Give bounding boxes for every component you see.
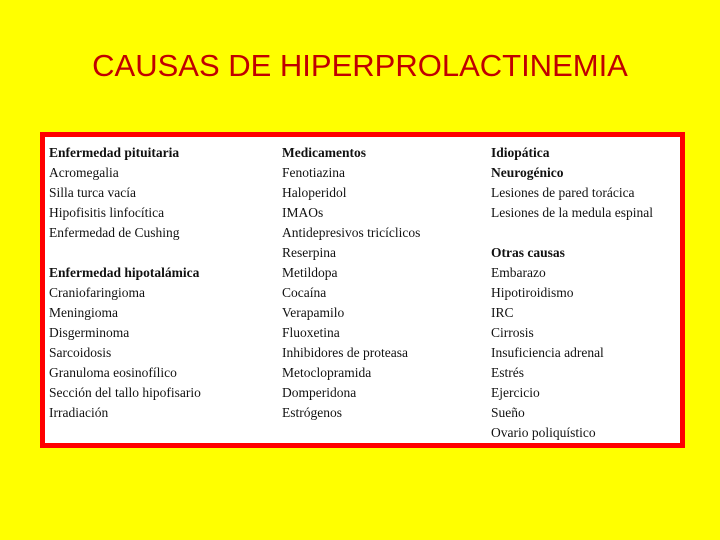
list-item: Granuloma eosinofílico: [49, 365, 177, 380]
list-item: IRC: [491, 305, 514, 320]
list-item: Ovario poliquístico: [491, 425, 596, 440]
list-item: Cocaína: [282, 285, 327, 300]
list-item: Irradiación: [49, 405, 109, 420]
column-medications: [282, 143, 420, 423]
list-item: Lesiones de pared torácica: [491, 185, 635, 200]
list-item: Craniofaringioma: [49, 285, 145, 300]
heading-idiopathic: Idiopática: [491, 145, 550, 160]
list-item: Sarcoidosis: [49, 345, 112, 360]
list-item: Embarazo: [491, 265, 546, 280]
list-item: Metoclopramida: [282, 365, 372, 380]
list-item: Domperidona: [282, 385, 357, 400]
heading-other-causes: Otras causas: [491, 245, 565, 260]
column-pituitary-hypothalamic: [49, 143, 201, 423]
heading-neurogenic: Neurogénico: [491, 165, 564, 180]
list-item: Verapamilo: [282, 305, 345, 320]
heading-pituitary-disease: Enfermedad pituitaria: [49, 145, 180, 160]
list-item: Antidepresivos tricíclicos: [282, 225, 421, 240]
list-item: Lesiones de la medula espinal: [491, 205, 653, 220]
list-item: Metildopa: [282, 265, 338, 280]
list-item: Fenotiazina: [282, 165, 345, 180]
list-item: Fluoxetina: [282, 325, 340, 340]
list-item: Ejercicio: [491, 385, 540, 400]
list-item: Meningioma: [49, 305, 118, 320]
list-item: Silla turca vacía: [49, 185, 136, 200]
list-item: Enfermedad de Cushing: [49, 225, 180, 240]
list-item: Haloperidol: [282, 185, 347, 200]
list-item: Sección del tallo hipofisario: [49, 385, 201, 400]
list-item: Sueño: [491, 405, 525, 420]
causes-table-frame: [40, 132, 685, 448]
column-idiopathic-other: [491, 143, 653, 443]
list-item: IMAOs: [282, 205, 324, 220]
list-item: Disgerminoma: [49, 325, 130, 340]
list-item: Reserpina: [282, 245, 336, 260]
list-item: Inhibidores de proteasa: [282, 345, 408, 360]
heading-hypothalamic-disease: Enfermedad hipotalámica: [49, 265, 200, 280]
list-item: Hipofisitis linfocítica: [49, 205, 165, 220]
list-item: Insuficiencia adrenal: [491, 345, 604, 360]
list-item: Cirrosis: [491, 325, 534, 340]
list-item: Hipotiroidismo: [491, 285, 574, 300]
page-title: CAUSAS DE HIPERPROLACTINEMIA: [92, 48, 628, 83]
list-item: Estrógenos: [282, 405, 342, 420]
list-item: Acromegalia: [49, 165, 119, 180]
heading-medications: Medicamentos: [282, 145, 366, 160]
list-item: Estrés: [491, 365, 524, 380]
